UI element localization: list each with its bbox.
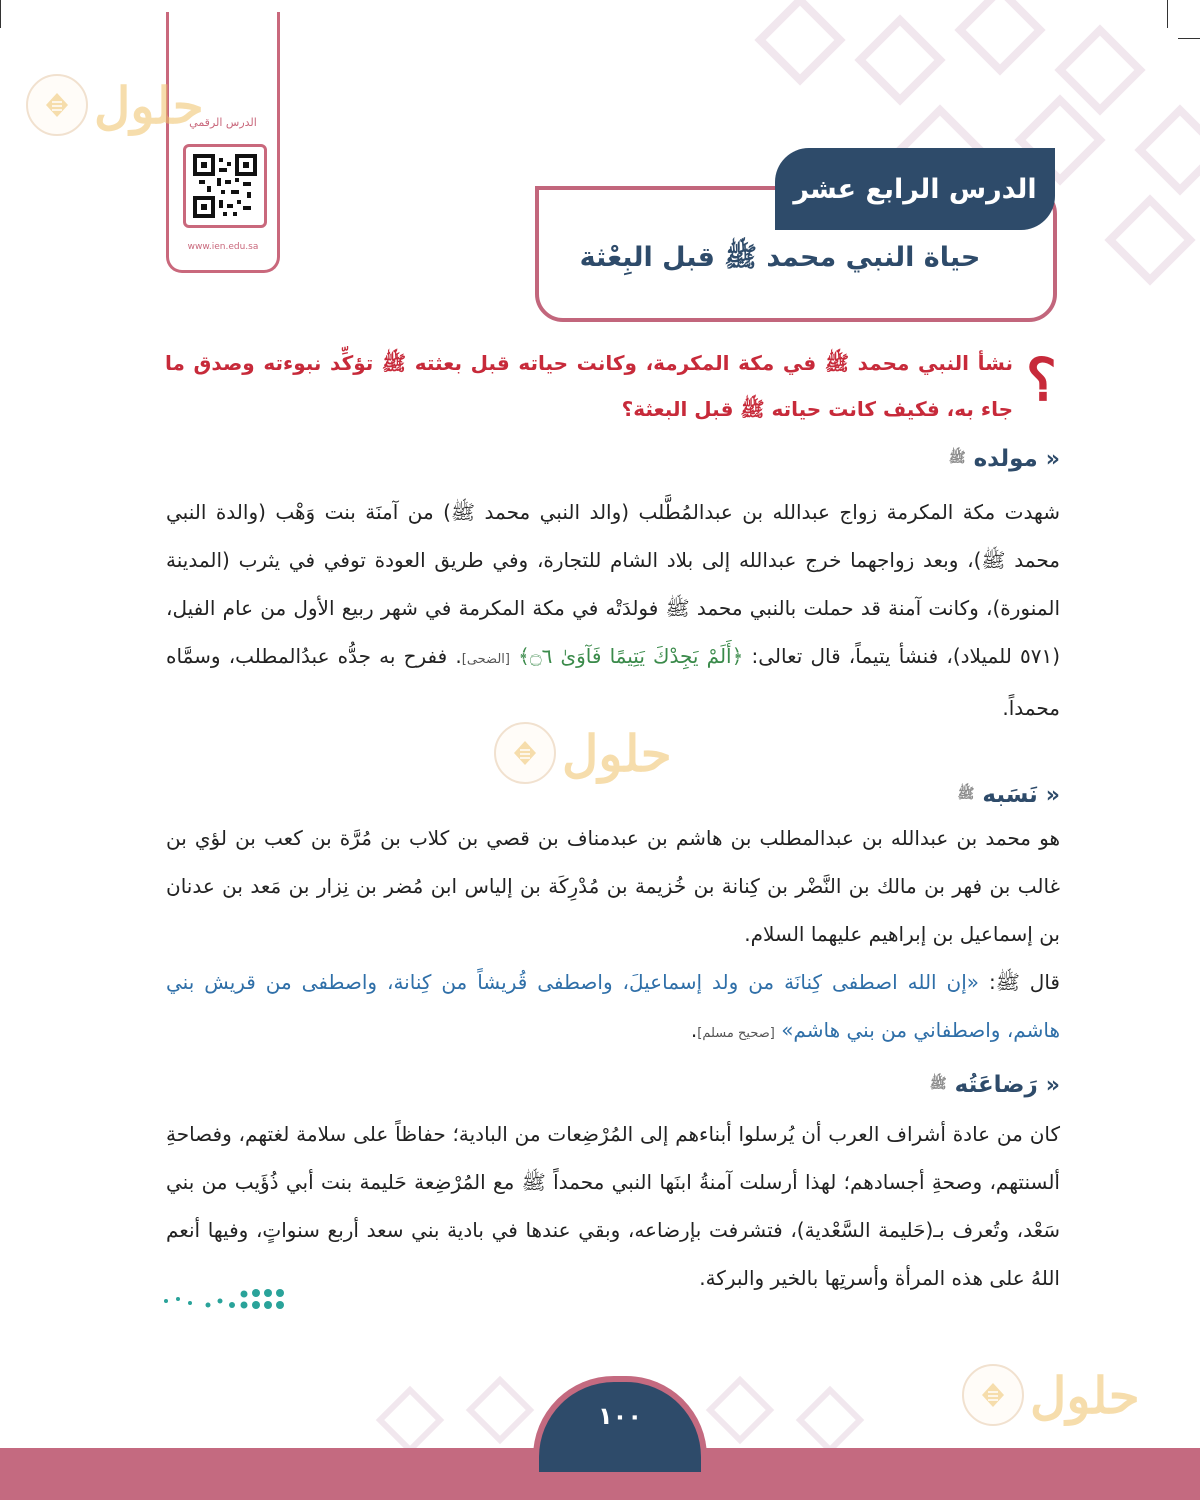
qr-code[interactable] (183, 144, 267, 228)
intro-question: نشأ النبي محمد ﷺ في مكة المكرمة، وكانت حياته قبل بعثته ﷺ تؤكِّد نبوءته وصدق ما جاء به، فكيف كانت حياته ﷺ قبل البعثة؟ (165, 351, 1013, 421)
double-chevron-icon: « (1045, 1072, 1060, 1098)
paragraph-lineage: هو محمد بن عبدالله بن عبدالمطلب بن هاشم بن عبدمناف بن قصي بن كلاب بن مُرَّة بن كعب بن لؤي بن غالب بن فهر بن مالك بن النَّضْر بن كِنانة بن خُزيمة بن مُدْرِكَة بن إلياس ابن مُضر بن نِزار بن مَعد بن عدنان بن إسماعيل بن إبراهيم عليهما السلام. قال ﷺ: «إن الله اصطفى كِنانَة من ولد إسماعيلَ، واصطفى قُريشاً من كِنانة، واصطفى من قريش بني هاشم، واصطفاني من بني هاشم» [صحيح مسلم]. (166, 826, 1060, 1042)
watermark-text: حلول (1030, 1365, 1140, 1425)
salutation-glyph: ﷺ (948, 450, 966, 466)
question-mark-icon: ؟ (1026, 346, 1057, 414)
watermark-logo (26, 74, 204, 136)
section-heading-nursing (930, 1072, 1060, 1098)
double-chevron-icon: « (1045, 782, 1060, 808)
verse-reference: [الضحى] (461, 652, 510, 667)
hadith-intro: قال ﷺ: (979, 970, 1060, 994)
paragraph-text: هو محمد بن عبدالله بن عبدالمطلب بن هاشم بن عبدمناف بن قصي بن كلاب بن مُرَّة بن كعب بن لؤي بن غالب بن فهر بن مالك بن النَّضْر بن كِنانة بن خُزيمة بن مُدْرِكَة بن إلياس ابن مُضر بن نِزار بن مَعد بن عدنان بن إسماعيل بن إبراهيم عليهما السلام. (166, 826, 1060, 946)
crop-mark (1167, 0, 1168, 28)
paragraph-text: . ففرح به جدُّه عبدُالمطلب، وسمَّاه محمداً. (166, 644, 1060, 720)
lesson-number: الدرس الرابع عشر (793, 173, 1037, 205)
double-chevron-icon: « (1045, 446, 1060, 472)
crop-mark (1178, 38, 1200, 39)
watermark-text: حلول (94, 75, 204, 135)
section-title: مولده (973, 446, 1038, 472)
crop-mark (0, 0, 1, 28)
lesson-number-tab (775, 148, 1055, 230)
section-heading-lineage (957, 782, 1060, 808)
digital-lesson-url[interactable]: www.ien.edu.sa (187, 242, 259, 252)
book-icon (26, 74, 88, 136)
quran-verse: ﴿أَلَمْ يَجِدْكَ يَتِيمًا فَآوَىٰ ۝٦﴾ (518, 644, 744, 668)
digital-lesson-label: الدرس الرقمي (189, 116, 257, 129)
qr-code-icon (193, 154, 257, 218)
salutation-glyph: ﷺ (929, 1076, 947, 1092)
hadith-text: «إن الله اصطفى كِنانَة من ولد إسماعيلَ، واصطفى قُريشاً من كِنانة، واصطفى من قريش بني هاشم، واصطفاني من بني هاشم» (166, 970, 1060, 1042)
section-title: نَسَبه (982, 782, 1038, 808)
section-heading-birth (949, 446, 1060, 472)
watermark-logo (962, 1364, 1140, 1426)
ministry-dots-logo (160, 1287, 290, 1315)
paragraph-birth (166, 488, 1060, 732)
paragraph-text: شهدت مكة المكرمة زواج عبدالله بن عبدالمُطَّلب (والد النبي محمد ﷺ) من آمنَة بنت وَهْب (والدة النبي محمد ﷺ)، وبعد زواجهما خرج عبدالله إلى بلاد الشام للتجارة، وفي طريق العودة توفي في يثرب (المدينة المنورة)، وكانت آمنة قد حملت بالنبي محمد ﷺ فولدَتْه في مكة المكرمة في شهر ربيع الأول من عام الفيل، (٥٧١ للميلاد)، فنشأ يتيماً، قال تعالى: (166, 500, 1061, 668)
paragraph-nursing: كان من عادة أشراف العرب أن يُرسلوا أبناءهم إلى المُرْضِعات من البادية؛ حفاظاً على سلامة لغتهم، وفصاحةِ ألسنتهم، وصحةِ أجسادهم؛ لهذا أرسلت آمنةُ ابنَها النبي محمداً ﷺ مع المُرْضِعة حَليمة بنت أبي ذُؤَيب من بني سَعْد، وتُعرف بـ(حَليمة السَّعْدية)، فتشرفت بإرضاعه، وبقي عندها في بادية بني سعد أربع سنواتٍ، وفيها أنعم اللهُ على هذه المرأة وأسرتِها بالخير والبركة. (166, 1122, 1060, 1290)
salutation-glyph: ﷺ (957, 786, 975, 802)
lesson-title: حياة النبي محمد ﷺ قبل البِعْثة (579, 242, 981, 273)
book-icon (962, 1364, 1024, 1426)
page-number: ١٠٠ (598, 1402, 642, 1430)
digital-lesson-card[interactable] (166, 12, 280, 273)
watermark-text: حلول (562, 723, 672, 783)
section-title: رَضاعَتُه (954, 1072, 1038, 1098)
hadith-reference: [صحيح مسلم] (697, 1026, 775, 1041)
